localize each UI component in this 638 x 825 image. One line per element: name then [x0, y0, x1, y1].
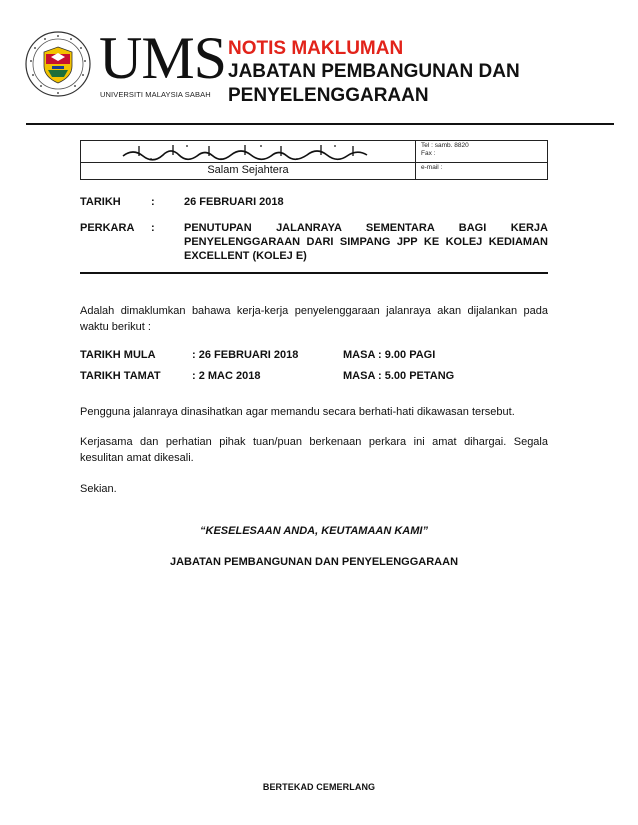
- salam-greeting: Salam Sejahtera: [207, 164, 289, 176]
- arabic-calligraphy-greeting: [121, 143, 371, 161]
- department-name-line1: JABATAN PEMBANGUNAN DAN: [228, 61, 520, 82]
- start-time-value: MASA : 9.00 PAGI: [343, 349, 436, 361]
- intro-paragraph: Adalah dimaklumkan bahawa kerja-kerja penyelenggaraan jalanraya akan dijalankan pada waktu berikut :: [80, 305, 548, 333]
- closing-paragraph: Sekian.: [80, 483, 117, 495]
- department-name-line2: PENYELENGGARAAN: [228, 85, 429, 106]
- date-label: TARIKH: [80, 196, 121, 208]
- email-field: e-mail :: [421, 164, 443, 171]
- thanks-paragraph: Kerjasama dan perhatian pihak tuan/puan berkenaan perkara ini amat dihargai. Segala kesulitan amat dikesali.: [80, 436, 548, 464]
- notice-title: NOTIS MAKLUMAN: [228, 38, 404, 59]
- advice-paragraph: Pengguna jalanraya dinasihatkan agar memandu secara berhati-hati dikawasan tersebut.: [80, 406, 515, 418]
- start-date-value: : 26 FEBRUARI 2018: [192, 349, 299, 361]
- end-date-value: : 2 MAC 2018: [192, 370, 261, 382]
- subject-text: PENUTUPAN JALANRAYA SEMENTARA BAGI KERJA PENYELENGGARAAN DARI SIMPANG JPP KE KOLEJ KEDIAMAN EXCELLENT (KOLEJ E): [184, 222, 548, 262]
- end-time-value: MASA : 5.00 PETANG: [343, 370, 455, 382]
- header-divider: [26, 123, 614, 125]
- greeting-table: [80, 140, 548, 180]
- fax-field: Fax :: [421, 150, 436, 157]
- university-seal-logo: [24, 30, 92, 98]
- ums-logotype: UMS: [99, 25, 227, 91]
- telephone-field: Tel : samb. 8820: [421, 142, 469, 149]
- slogan: “KESELESAAN ANDA, KEUTAMAAN KAMI”: [200, 525, 428, 537]
- footer-motto: BERTEKAD CEMERLANG: [262, 782, 376, 792]
- subject-label: PERKARA: [80, 222, 135, 234]
- subject-colon: :: [151, 222, 155, 234]
- date-value: 26 FEBRUARI 2018: [184, 196, 284, 208]
- end-date-label: TARIKH TAMAT: [80, 370, 161, 382]
- date-colon: :: [151, 196, 155, 208]
- university-name: UNIVERSITI MALAYSIA SABAH: [100, 90, 211, 99]
- meta-divider: [80, 272, 548, 274]
- department-signoff: JABATAN PEMBANGUNAN DAN PENYELENGGARAAN: [169, 556, 459, 568]
- greeting-table-column-divider: [415, 141, 416, 179]
- start-date-label: TARIKH MULA: [80, 349, 156, 361]
